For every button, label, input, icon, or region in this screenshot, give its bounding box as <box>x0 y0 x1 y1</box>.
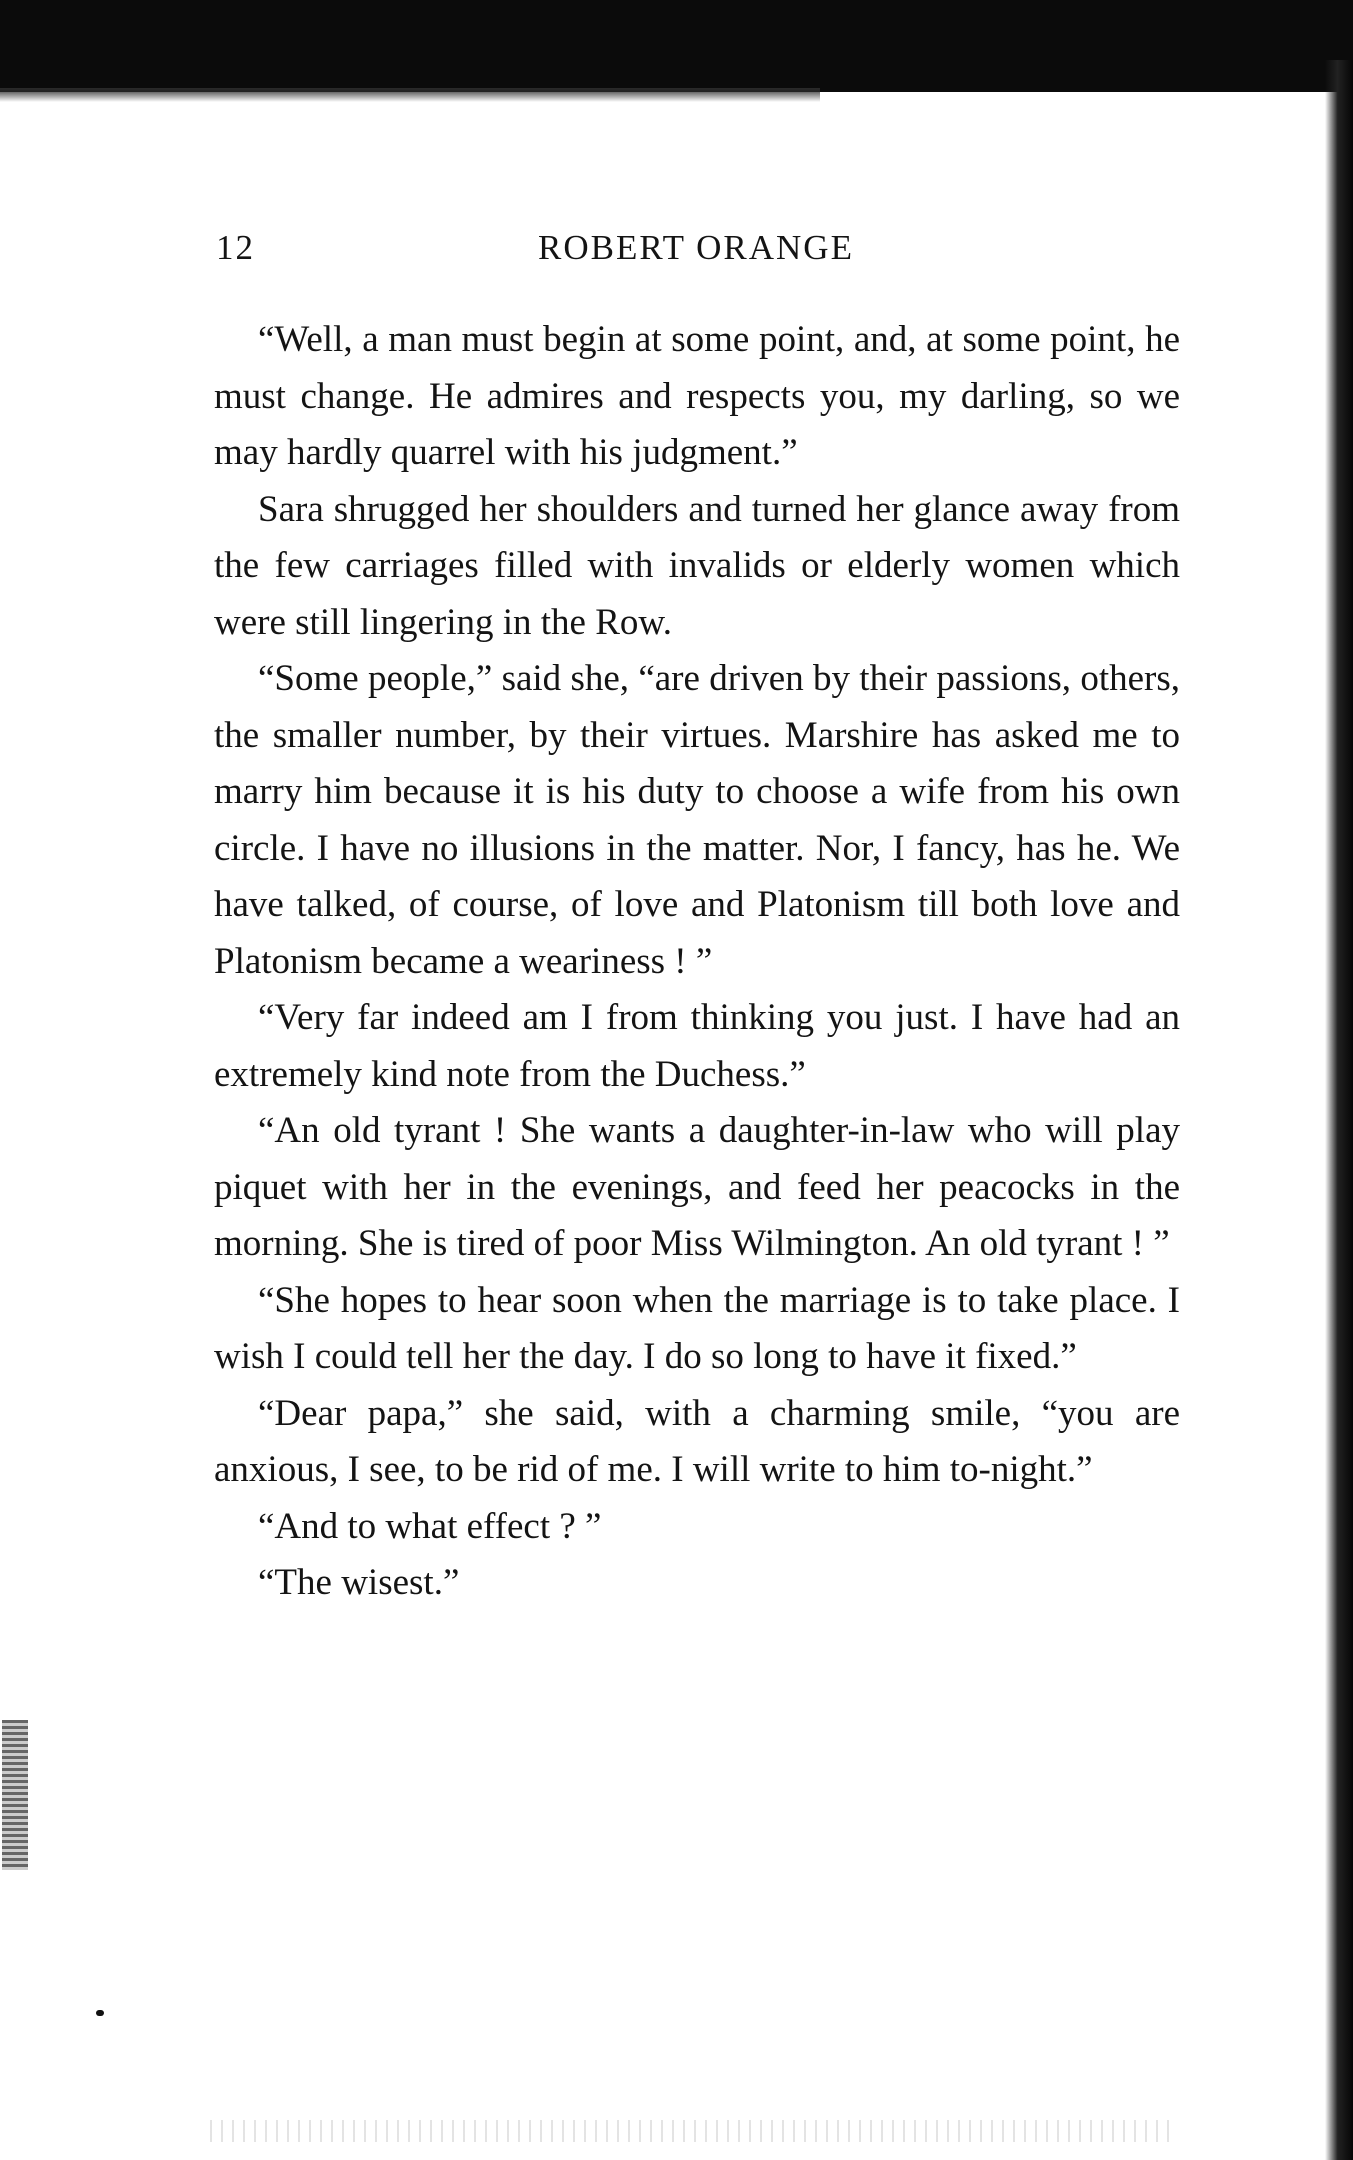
scan-right-edge-shadow <box>1325 60 1353 2160</box>
scan-bottom-speckle <box>210 2120 1170 2142</box>
running-head <box>216 228 1176 268</box>
paragraph: Sara shrugged her shoulders and turned her glance away from the few carriages filled with invalids or elderly women which were still lingering in the Row. <box>214 488 1180 643</box>
scan-top-shadow-edge <box>0 88 820 102</box>
page-number: 12 <box>216 228 255 267</box>
paragraph: “Some people,” said she, “are driven by their passions, others, the smaller number, by their virtues. Marshire has asked me to marry him because it is his duty to choose a wife from his own circle. I have no illusions in the matter. Nor, I fancy, has he. We have talked, of course, of love and Platonism till both love and Platonism became a weariness ! ” <box>214 658 1180 982</box>
scan-top-shadow <box>0 0 1353 92</box>
paragraph: “And to what effect ? ” <box>258 1505 602 1547</box>
page-text <box>214 312 1180 1612</box>
paragraph: “An old tyrant ! She wants a daughter-in-law who will play piquet with her in the evenings, and feed her peacocks in the morning. She is tired of poor Miss Wilmington. An old tyrant ! ” <box>214 1110 1180 1264</box>
paragraph: “Dear papa,” she said, with a charming smile, “you are anxious, I see, to be rid of me. I will write to him to-night.” <box>214 1392 1180 1490</box>
ink-dot <box>96 2010 104 2016</box>
scan-left-smudge <box>2 1720 28 1870</box>
paragraph: “Well, a man must begin at some point, and, at some point, he must change. He admires and respects you, my darling, so we may hardly quarrel with his judgment.” <box>214 319 1180 473</box>
running-title: ROBERT ORANGE <box>538 228 854 267</box>
paragraph: “She hopes to hear soon when the marriage is to take place. I wish I could tell her the day. I do so long to have it fixed.” <box>214 1279 1180 1377</box>
paragraph: “The wisest.” <box>258 1562 460 1603</box>
paragraph: “Very far indeed am I from thinking you just. I have had an extremely kind note from the Duchess.” <box>214 997 1180 1095</box>
